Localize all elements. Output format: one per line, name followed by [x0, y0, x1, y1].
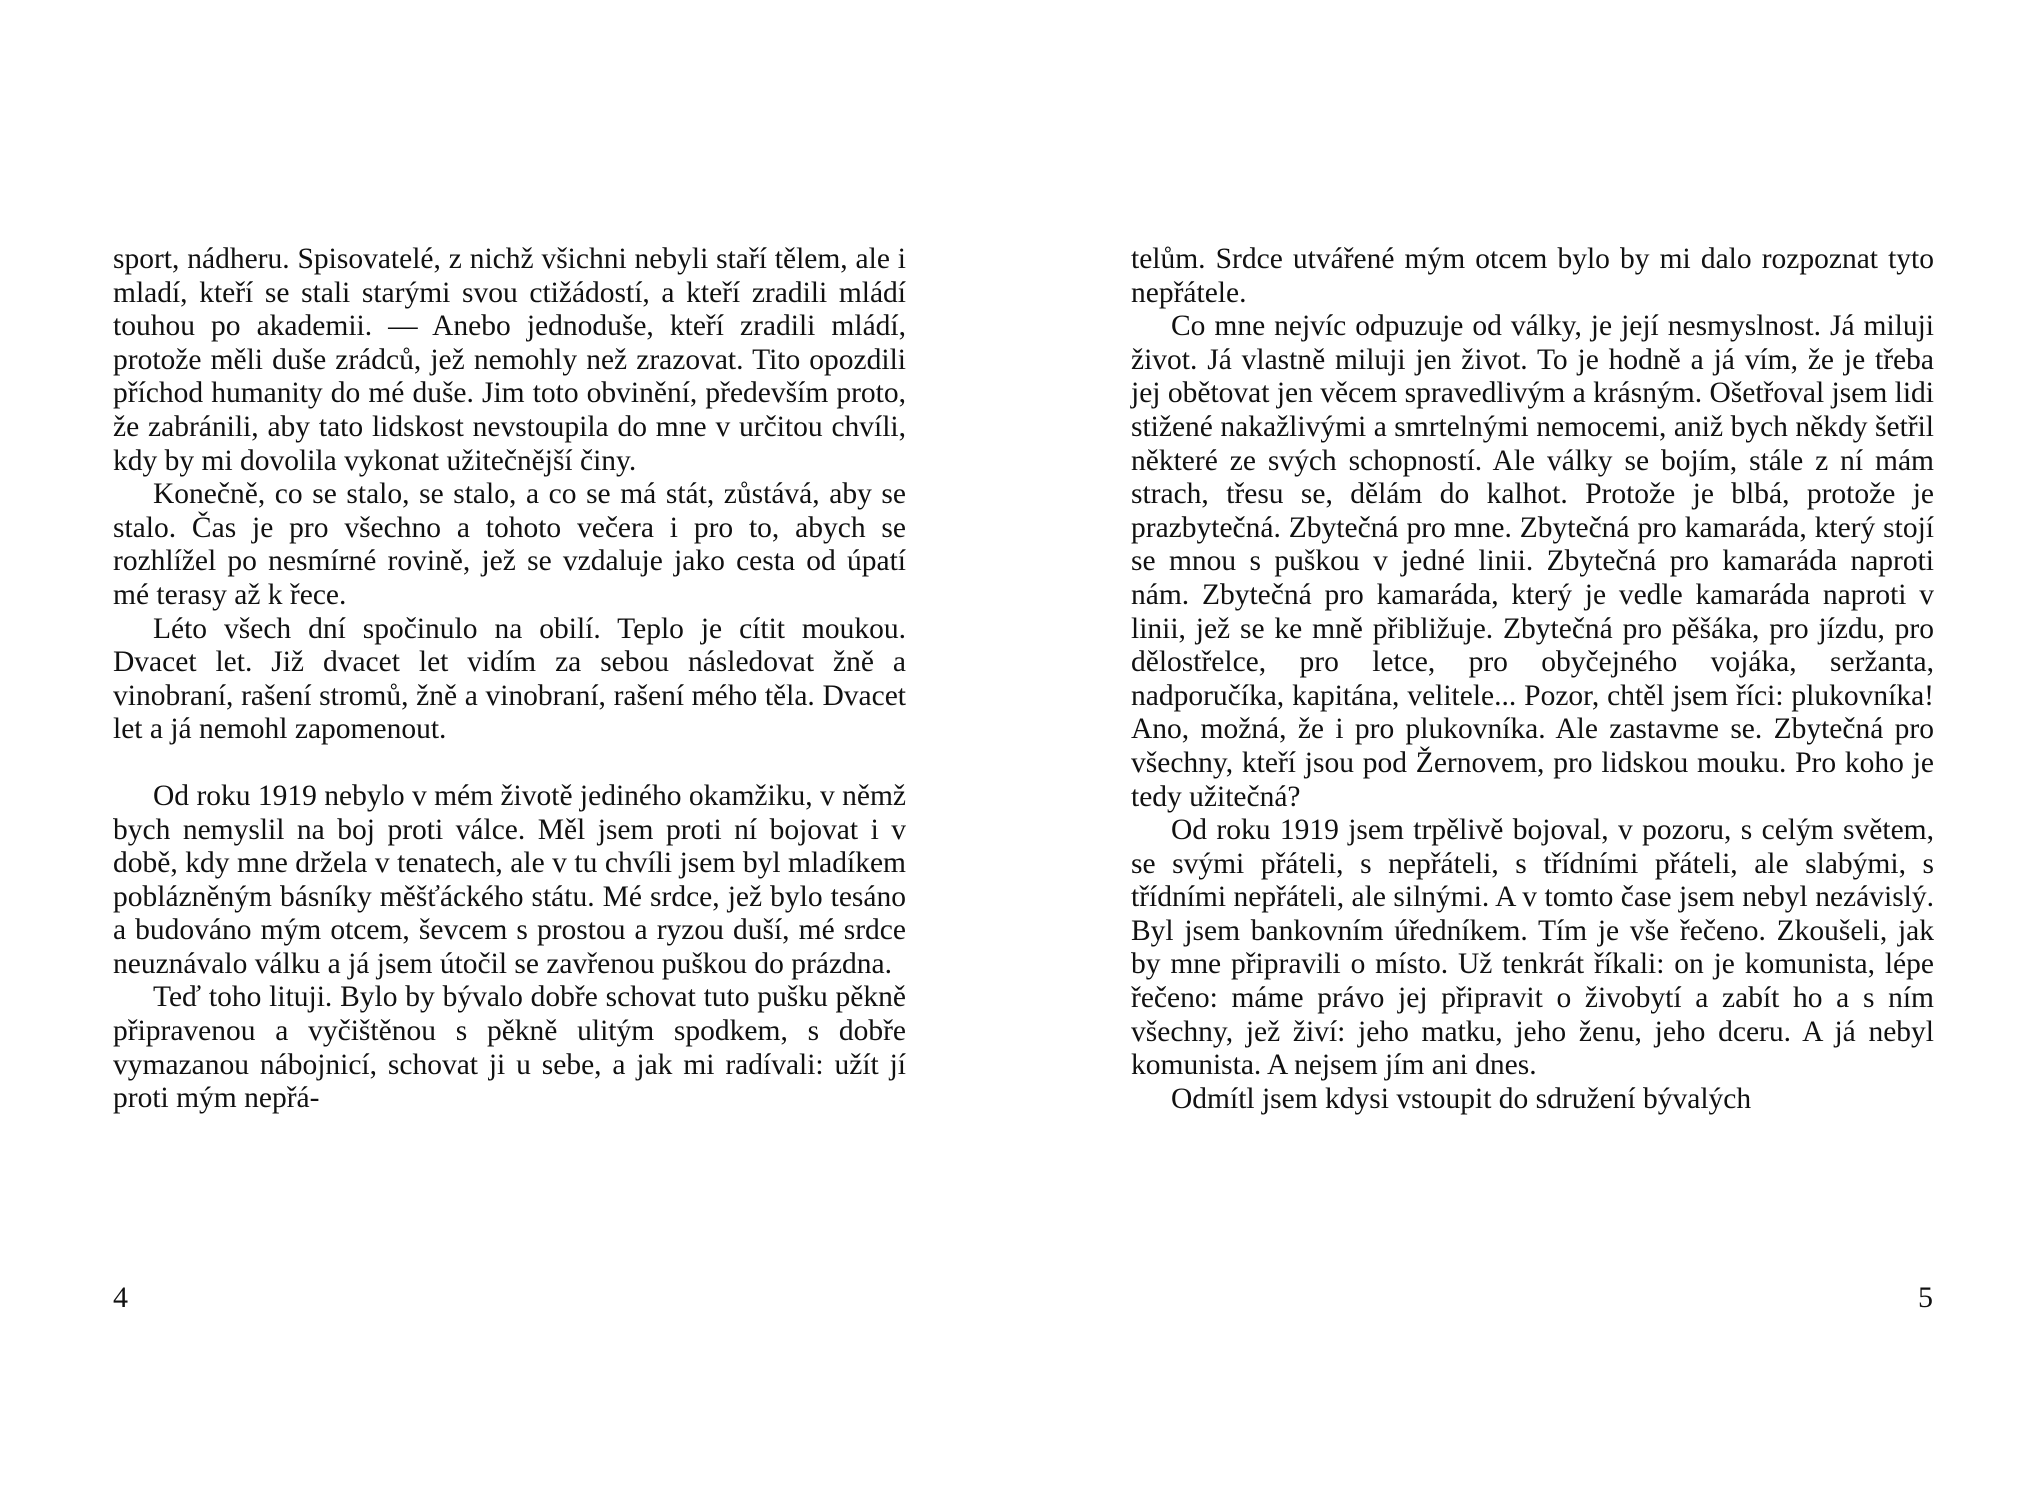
- paragraph: Léto všech dní spočinulo na obilí. Teplo je cítit moukou. Dvacet let. Již dvacet let vidím za sebou následovat žně a vinobraní, rašení stromů, žně a vinobraní, rašení mého těla. Dvacet let a já nemohl zapomenout.: [113, 612, 906, 746]
- paragraph: Teď toho lituji. Bylo by bývalo dobře schovat tuto pušku pěkně připravenou a vyčištěnou s pěkně ulitým spodkem, s dobře vymazanou nábojnicí, schovat ji u sebe, a jak mi radívali: užít jí proti mým nepřá-: [113, 981, 906, 1115]
- paragraph: Odmítl jsem kdysi vstoupit do sdružení bývalých: [1171, 1082, 1752, 1115]
- right-page-text: [1131, 243, 1934, 1116]
- paragraph: Co mne nejvíc odpuzuje od války, je její nesmyslnost. Já miluji život. Já vlastně miluji jen život. To je hodně a já vím, že je třeba jej obětovat jen věcem spravedlivým a krásným. Ošetřoval jsem lidi stižené nakažlivými a smrtelnými nemocemi, aniž bych někdy šetřil některé ze svých schopností. Ale války se bojím, stále z ní mám strach, třesu se, dělám do kalhot. Protože je blbá, protože je prazbytečná. Zbytečná pro mne. Zbytečná pro kamaráda, který stojí se mnou s puškou v jedné linii. Zbytečná pro kamaráda naproti nám. Zbytečná pro kamaráda, který je vedle kamaráda naproti v linii, jež se ke mně přibližuje. Zbytečná pro pěšáka, pro jízdu, pro dělostřelce, pro letce, pro obyčejného vojáka, seržanta, nadporučíka, kapitána, velitele... Pozor, chtěl jsem říci: plukovníka! Ano, možná, že i pro plukovníka. Ale zastavme se. Zbytečná pro všechny, kteří jsou pod Žernovem, pro lidskou mouku. Pro koho je tedy užitečná?: [1131, 310, 1934, 813]
- left-page-text: [113, 243, 906, 1116]
- right-page: [1009, 0, 2018, 1500]
- paragraph: Od roku 1919 nebylo v mém životě jediného okamžiku, v němž bych nemyslil na boj proti válce. Měl jsem proti ní bojovat i v době, kdy mne držela v tenatech, ale v tu chvíli jsem byl mladíkem poblázněným básníky měšťáckého státu. Mé srdce, jež bylo tesáno a budováno mým otcem, ševcem s prostou a ryzou duší, mé srdce neuznávalo válku a já jsem útočil se zavřenou puškou do prázdna.: [113, 779, 906, 980]
- paragraph: telům. Srdce utvářené mým otcem bylo by mi dalo rozpoznat tyto nepřátele.: [1131, 243, 1934, 309]
- paragraph: sport, nádheru. Spisovatelé, z nichž všichni nebyli staří tělem, ale i mladí, kteří se stali starými svou ctižádostí, a kteří zradili mládí touhou po akademii. — Anebo jednoduše, kteří zradili mládí, protože měli duše zrádců, jež nemohly než zrazovat. Tito opozdili příchod humanity do mé duše. Jim toto obvinění, především proto, že zabránili, aby tato lidskost nevstoupila do mne v určitou chvíli, kdy by mi dovolila vykonat užitečnější činy.: [113, 243, 906, 477]
- paragraph: Konečně, co se stalo, se stalo, a co se má stát, zůstává, aby se stalo. Čas je pro všechno a tohoto večera i pro to, abych se rozhlížel po nesmírné rovině, jež se vzdaluje jako cesta od úpatí mé terasy až k řece.: [113, 478, 906, 611]
- page-number: 5: [1918, 1281, 1933, 1314]
- page-number: 4: [113, 1281, 128, 1314]
- paragraph: Od roku 1919 jsem trpělivě bojoval, v pozoru, s celým světem, se svými přáteli, s nepřáteli, s třídními přáteli, ale slabými, s třídními nepřáteli, ale silnými. A v tomto čase jsem nebyl nezávislý. Byl jsem bankovním úředníkem. Tím je vše řečeno. Zkoušeli, jak by mne připravili o místo. Už tenkrát říkali: on je komunista, lépe řečeno: máme právo jej připravit o živobytí a zabít ho a s ním všechny, jež živí: jeho matku, jeho ženu, jeho dceru. A já nebyl komunista. A nejsem jím ani dnes.: [1131, 814, 1934, 1082]
